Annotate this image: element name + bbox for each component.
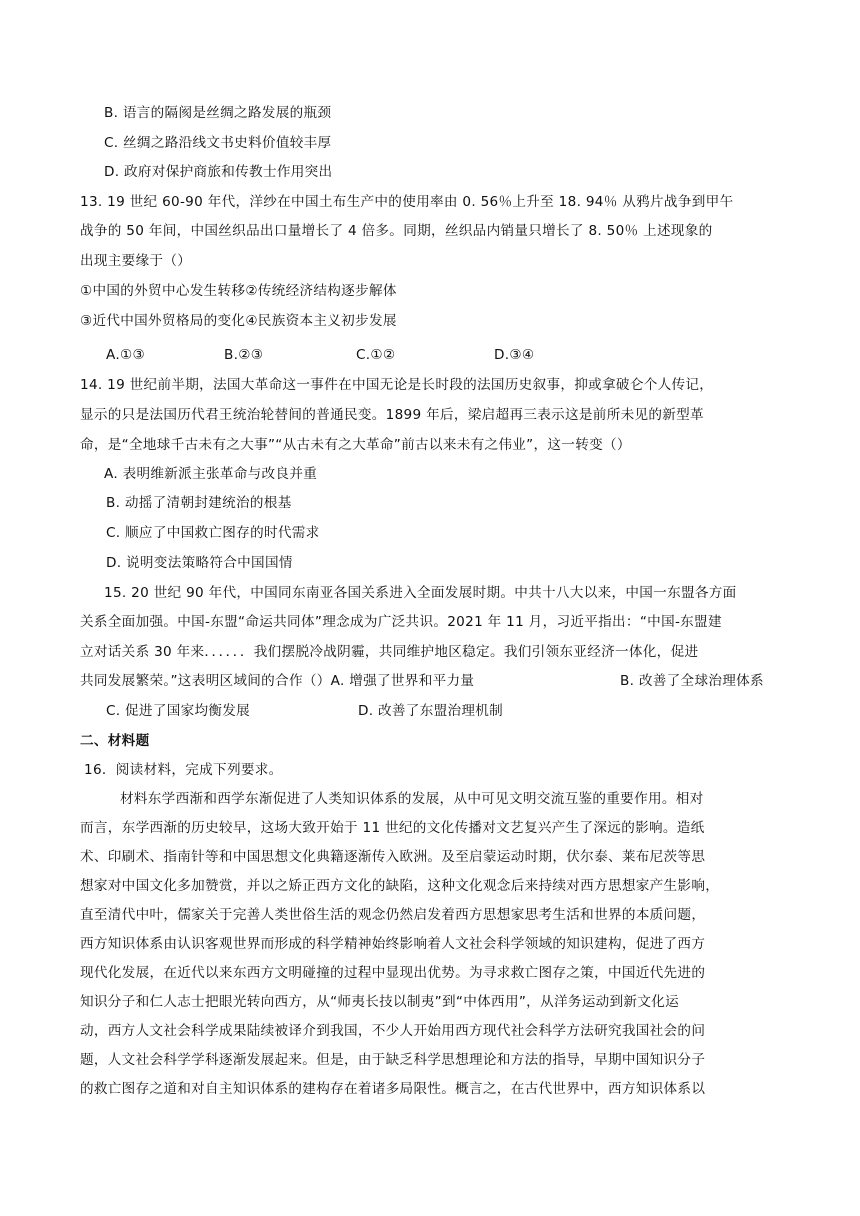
q16-material-line-11: 的救亡图存之道和对自主知识体系的建构存在着诸多局限性。概言之，在古代世界中，西方知识体系以 — [80, 1081, 706, 1097]
q13-stem-line-1: 13. 19 世纪 60-90 年代，洋纱在中国土布生产中的使用率由 0. 56％上升至 18. 94％ 从鸦片战争到甲午 — [80, 194, 734, 210]
q13-stem-line-2: 战争的 50 年间，中国丝织品出口量增长了 4 倍多。同期，丝织品内销量只增长了 8. 50％ 上述现象的 — [80, 223, 713, 239]
q16-material-line-5: 直至清代中叶，儒家关于完善人类世俗生活的观念仍然启发着西方思想家思考生活和世界的本质问题， — [80, 907, 706, 923]
q14-stem-line-3: 命，是“全地球千古未有之大事”“从古未有之大革命”前古以来未有之伟业”，这一转变（） — [80, 437, 631, 453]
q16-material-line-9: 动，西方人文社会科学成果陆续被译介到我国，不少人开始用西方现代社会科学方法研究我国社会的问 — [80, 1023, 706, 1039]
q14-option-c[interactable]: C. 顺应了中国救亡图存的时代需求 — [106, 525, 320, 541]
section-heading: 二、材料题 — [80, 733, 150, 749]
q15-stem-line-3: 立对话关系 30 年来．．．．．．我们摆脱冷战阴霾，共同维护地区稳定。我们引领东亚经济一体化，促进 — [80, 644, 699, 660]
q13-stem-line-3: 出现主要缘于（） — [80, 253, 192, 269]
q16-material-line-10: 题，人文社会科学学科逐渐发展起来。但是，由于缺乏科学思想理论和方法的指导，早期中国知识分子 — [80, 1052, 706, 1068]
q13-option-b[interactable]: B.②③ — [224, 347, 264, 363]
q14-stem-line-2: 显示的只是法国历代君王统治轮替间的普通民变。1899 年后，梁启超再三表示这是前所未见的新型革 — [80, 407, 704, 423]
q14-option-d[interactable]: D. 说明变法策略符合中国国情 — [106, 555, 293, 571]
q12-option-d[interactable]: D. 政府对保护商旅和传教士作用突出 — [104, 164, 333, 180]
q16-prompt: 16．阅读材料，完成下列要求。 — [84, 762, 283, 778]
q15-option-d[interactable]: D. 改善了东盟治理机制 — [358, 703, 504, 719]
q13-option-c[interactable]: C.①② — [356, 347, 396, 363]
q15-option-b[interactable]: B. 改善了全球治理体系 — [620, 673, 764, 689]
q13-option-a[interactable]: A.①③ — [106, 347, 145, 363]
q16-material-line-7: 现代化发展，在近代以来东西方文明碰撞的过程中显现出优势。为寻求救亡图存之策，中国近代先进的 — [80, 965, 706, 981]
q12-option-b[interactable]: B. 语言的隔阂是丝绸之路发展的瓶颈 — [104, 105, 332, 121]
q15-stem-line-2: 关系全面加强。中国-东盟“命运共同体”理念成为广泛共识。2021 年 11 月，习近平指出：“中国-东盟建 — [80, 614, 722, 630]
q16-material-line-6: 西方知识体系由认识客观世界而形成的科学精神始终影响着人文社会科学领域的知识建构，促进了西方 — [80, 936, 706, 952]
q16-material-line-4: 想家对中国文化多加赞赏，并以之矫正西方文化的缺陷，这种文化观念后来持续对西方思想家产生影响， — [80, 878, 720, 894]
q14-option-b[interactable]: B. 动摇了清朝封建统治的根基 — [106, 495, 292, 511]
q14-option-a[interactable]: A. 表明维新派主张革命与改良并重 — [104, 466, 318, 482]
q15-stem-line-1: 15. 20 世纪 90 年代，中国同东南亚各国关系进入全面发展时期。中共十八大以来，中国一东盟各方面 — [104, 585, 737, 601]
q15-option-c[interactable]: C. 促进了国家均衡发展 — [106, 703, 251, 719]
q16-material-line-3: 术、印刷术、指南针等和中国思想文化典籍逐渐传入欧洲。及至启蒙运动时期，伏尔泰、莱布尼茨等思 — [80, 849, 706, 865]
q13-statements-line-2: ③近代中国外贸格局的变化④民族资本主义初步发展 — [80, 313, 397, 329]
q13-option-d[interactable]: D.③④ — [494, 347, 535, 363]
q13-statements-line-1: ①中国的外贸中心发生转移②传统经济结构逐步解体 — [80, 283, 397, 299]
q16-material-line-2: 而言，东学西渐的历史较早，这场大致开始于 11 世纪的文化传播对文艺复兴产生了深远的影响。造纸 — [80, 820, 705, 836]
q15-stem-line-4: 共同发展繁荣。”这表明区域间的合作（）A. 增强了世界和平力量 — [80, 673, 475, 689]
q14-stem-line-1: 14. 19 世纪前半期，法国大革命这一事件在中国无论是长时段的法国历史叙事，抑或拿破仑个人传记， — [80, 377, 714, 393]
q16-material-line-1: 材料东学西渐和西学东渐促进了人类知识体系的发展，从中可见文明交流互鉴的重要作用。相对 — [120, 791, 704, 807]
q16-material-line-8: 知识分子和仁人志士把眼光转向西方，从“师夷长技以制夷”到“中体西用”，从洋务运动到新文化运 — [80, 994, 680, 1010]
q12-option-c[interactable]: C. 丝绸之路沿线文书史料价值较丰厚 — [104, 135, 332, 151]
